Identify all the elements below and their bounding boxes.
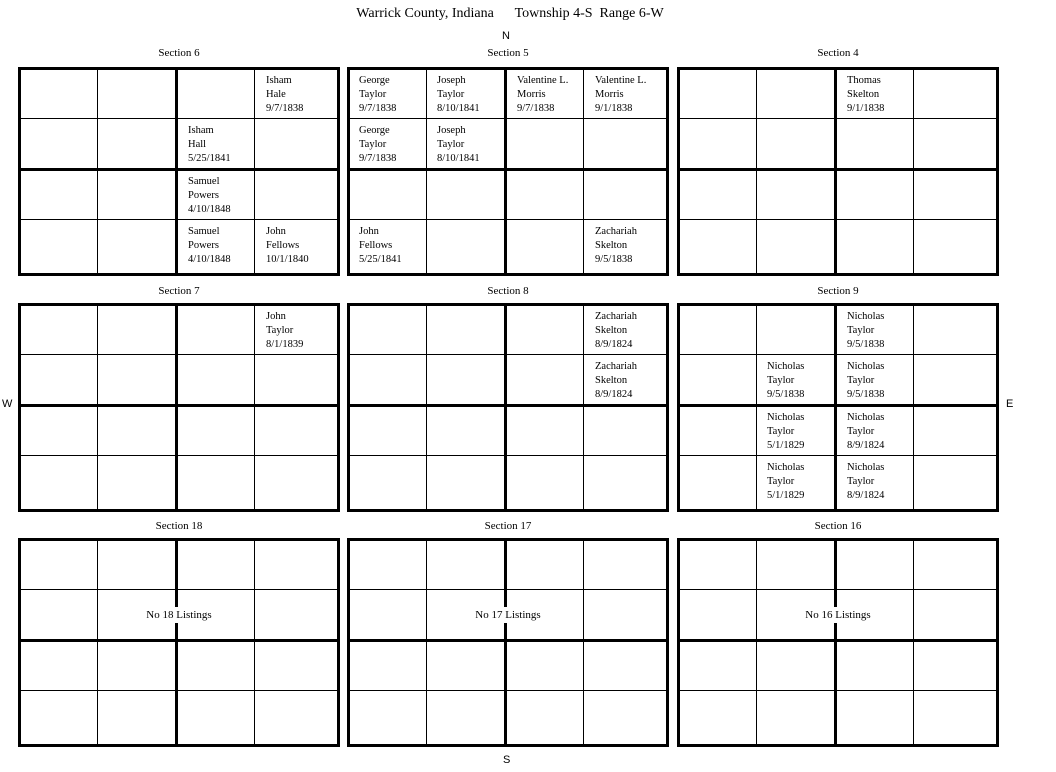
- no-listings-text: No 17 Listings: [471, 607, 544, 623]
- entry-date: 10/1/1840: [266, 254, 309, 265]
- entry-surname: Morris: [517, 89, 546, 100]
- entry-surname: Hall: [188, 139, 207, 150]
- section-16-label: Section 16: [814, 520, 862, 532]
- quarter-line-horizontal: [21, 354, 337, 355]
- quarter-line-horizontal: [680, 219, 996, 220]
- quarter-line-horizontal: [350, 118, 666, 119]
- entry-date: 9/5/1838: [767, 389, 805, 400]
- land-entry: [847, 74, 884, 116]
- quarter-line-horizontal: [680, 118, 996, 119]
- entry-surname: Taylor: [266, 325, 294, 336]
- quarter-line-horizontal: [350, 589, 666, 590]
- section-16-grid: [677, 538, 999, 747]
- quarter-line-vertical: [426, 306, 427, 509]
- quarter-line-horizontal: [21, 219, 337, 220]
- entry-surname: Taylor: [847, 426, 875, 437]
- quarter-line-vertical: [913, 70, 914, 273]
- land-entry: [266, 225, 309, 267]
- entry-date: 9/7/1838: [359, 103, 397, 114]
- section-4-grid: [677, 67, 999, 276]
- entry-given-name: Samuel: [188, 226, 220, 237]
- quarter-line-vertical: [583, 306, 584, 509]
- entry-surname: Skelton: [847, 89, 880, 100]
- entry-surname: Taylor: [359, 89, 387, 100]
- land-entry: [595, 225, 637, 267]
- entry-date: 8/9/1824: [595, 339, 633, 350]
- quarter-line-vertical: [834, 306, 837, 509]
- quarter-line-horizontal: [350, 354, 666, 355]
- compass-north: N: [502, 30, 510, 42]
- entry-date: 5/1/1829: [767, 440, 805, 451]
- entry-date: 8/10/1841: [437, 153, 480, 164]
- entry-given-name: Nicholas: [847, 412, 885, 423]
- entry-date: 5/25/1841: [188, 153, 231, 164]
- entry-surname: Taylor: [767, 476, 795, 487]
- entry-date: 9/1/1838: [847, 103, 885, 114]
- quarter-line-vertical: [254, 306, 255, 509]
- entry-given-name: Valentine L.: [517, 75, 569, 86]
- section-8-label: Section 8: [487, 285, 529, 297]
- quarter-line-horizontal: [21, 118, 337, 119]
- entry-surname: Taylor: [847, 476, 875, 487]
- quarter-line-vertical: [583, 70, 584, 273]
- compass-east: E: [1006, 398, 1014, 410]
- entry-given-name: George: [359, 125, 390, 136]
- entry-surname: Morris: [595, 89, 624, 100]
- land-entry: [437, 74, 480, 116]
- compass-south: S: [503, 754, 511, 766]
- quarter-line-horizontal: [350, 404, 666, 407]
- entry-surname: Skelton: [595, 325, 628, 336]
- land-entry: [266, 74, 303, 116]
- quarter-line-vertical: [426, 541, 427, 744]
- entry-given-name: Nicholas: [767, 412, 805, 423]
- land-entry: [847, 360, 884, 402]
- entry-date: 8/9/1824: [847, 490, 885, 501]
- map-title: Warrick County, Indiana Township 4-S Range 6-W: [356, 6, 664, 21]
- entry-surname: Powers: [188, 190, 219, 201]
- entry-surname: Taylor: [437, 89, 465, 100]
- quarter-line-horizontal: [21, 690, 337, 691]
- entry-surname: Powers: [188, 240, 219, 251]
- entry-given-name: Nicholas: [847, 311, 885, 322]
- quarter-line-vertical: [175, 306, 178, 509]
- entry-given-name: George: [359, 75, 390, 86]
- section-17-grid: [347, 538, 669, 747]
- entry-surname: Taylor: [847, 325, 875, 336]
- section-6-label: Section 6: [158, 47, 200, 59]
- entry-given-name: John: [359, 226, 379, 237]
- entry-surname: Skelton: [595, 375, 628, 386]
- quarter-line-horizontal: [350, 690, 666, 691]
- quarter-line-vertical: [504, 70, 507, 273]
- entry-date: 9/7/1838: [266, 103, 304, 114]
- entry-surname: Fellows: [359, 240, 393, 251]
- land-entry: [266, 310, 303, 352]
- entry-date: 8/10/1841: [437, 103, 480, 114]
- section-18-label: Section 18: [155, 520, 203, 532]
- entry-date: 9/5/1838: [595, 254, 633, 265]
- land-entry: [359, 124, 396, 166]
- land-entry: [847, 310, 884, 352]
- quarter-line-horizontal: [21, 404, 337, 407]
- land-entry: [188, 175, 231, 217]
- quarter-line-horizontal: [680, 404, 996, 407]
- quarter-line-vertical: [504, 306, 507, 509]
- section-4-label: Section 4: [817, 47, 859, 59]
- entry-given-name: Isham: [188, 125, 214, 136]
- quarter-line-horizontal: [680, 690, 996, 691]
- quarter-line-vertical: [913, 306, 914, 509]
- entry-given-name: Nicholas: [767, 361, 805, 372]
- quarter-line-horizontal: [680, 589, 996, 590]
- quarter-line-vertical: [426, 70, 427, 273]
- no-listings-text: No 16 Listings: [801, 607, 874, 623]
- quarter-line-horizontal: [21, 589, 337, 590]
- land-entry: [359, 74, 396, 116]
- entry-given-name: Isham: [266, 75, 292, 86]
- land-entry: [847, 411, 884, 453]
- quarter-line-horizontal: [21, 168, 337, 171]
- quarter-line-horizontal: [350, 455, 666, 456]
- land-entry: [188, 124, 231, 166]
- entry-given-name: Zachariah: [595, 311, 637, 322]
- entry-given-name: Thomas: [847, 75, 881, 86]
- quarter-line-horizontal: [21, 639, 337, 642]
- quarter-line-horizontal: [680, 639, 996, 642]
- quarter-line-vertical: [504, 541, 507, 744]
- entry-given-name: Nicholas: [767, 462, 805, 473]
- entry-date: 8/9/1824: [847, 440, 885, 451]
- quarter-line-vertical: [175, 70, 178, 273]
- entry-given-name: John: [266, 226, 286, 237]
- land-entry: [188, 225, 231, 267]
- entry-surname: Taylor: [847, 375, 875, 386]
- section-18-grid: [18, 538, 340, 747]
- section-5-grid: [347, 67, 669, 276]
- quarter-line-vertical: [97, 541, 98, 744]
- section-7-label: Section 7: [158, 285, 200, 297]
- section-7-grid: [18, 303, 340, 512]
- quarter-line-vertical: [756, 70, 757, 273]
- entry-surname: Fellows: [266, 240, 300, 251]
- quarter-line-horizontal: [680, 455, 996, 456]
- land-entry: [847, 461, 884, 503]
- compass-west: W: [2, 398, 13, 410]
- section-6-grid: [18, 67, 340, 276]
- quarter-line-horizontal: [350, 639, 666, 642]
- quarter-line-horizontal: [350, 219, 666, 220]
- entry-given-name: Valentine L.: [595, 75, 647, 86]
- entry-surname: Taylor: [359, 139, 387, 150]
- quarter-line-vertical: [756, 541, 757, 744]
- quarter-line-vertical: [97, 306, 98, 509]
- land-entry: [437, 124, 480, 166]
- entry-surname: Taylor: [767, 426, 795, 437]
- section-9-label: Section 9: [817, 285, 859, 297]
- no-listings-note: [21, 605, 337, 623]
- entry-given-name: Joseph: [437, 75, 466, 86]
- quarter-line-horizontal: [680, 168, 996, 171]
- quarter-line-vertical: [834, 541, 837, 744]
- entry-given-name: Samuel: [188, 176, 220, 187]
- quarter-line-vertical: [254, 541, 255, 744]
- quarter-line-vertical: [756, 306, 757, 509]
- quarter-line-horizontal: [21, 455, 337, 456]
- quarter-line-vertical: [175, 541, 178, 744]
- entry-surname: Taylor: [767, 375, 795, 386]
- entry-date: 8/9/1824: [595, 389, 633, 400]
- quarter-line-vertical: [254, 70, 255, 273]
- land-entry: [595, 74, 646, 116]
- entry-given-name: Nicholas: [847, 462, 885, 473]
- entry-given-name: Zachariah: [595, 361, 637, 372]
- section-8-grid: [347, 303, 669, 512]
- entry-date: 9/7/1838: [359, 153, 397, 164]
- entry-given-name: Joseph: [437, 125, 466, 136]
- entry-surname: Hale: [266, 89, 286, 100]
- entry-date: 4/10/1848: [188, 254, 231, 265]
- entry-date: 9/1/1838: [595, 103, 633, 114]
- section-5-label: Section 5: [487, 47, 529, 59]
- quarter-line-vertical: [913, 541, 914, 744]
- land-entry: [595, 310, 637, 352]
- quarter-line-horizontal: [680, 354, 996, 355]
- land-entry: [767, 461, 804, 503]
- no-listings-text: No 18 Listings: [142, 607, 215, 623]
- section-9-grid: [677, 303, 999, 512]
- land-entry: [595, 360, 637, 402]
- entry-surname: Taylor: [437, 139, 465, 150]
- entry-date: 5/25/1841: [359, 254, 402, 265]
- quarter-line-vertical: [97, 70, 98, 273]
- entry-date: 8/1/1839: [266, 339, 304, 350]
- land-entry: [359, 225, 402, 267]
- entry-surname: Skelton: [595, 240, 628, 251]
- quarter-line-horizontal: [350, 168, 666, 171]
- entry-date: 9/5/1838: [847, 389, 885, 400]
- entry-date: 9/7/1838: [517, 103, 555, 114]
- entry-date: 5/1/1829: [767, 490, 805, 501]
- entry-given-name: Zachariah: [595, 226, 637, 237]
- quarter-line-vertical: [583, 541, 584, 744]
- land-entry: [517, 74, 568, 116]
- entry-date: 4/10/1848: [188, 204, 231, 215]
- entry-date: 9/5/1838: [847, 339, 885, 350]
- land-entry: [767, 360, 804, 402]
- section-17-label: Section 17: [484, 520, 532, 532]
- entry-given-name: John: [266, 311, 286, 322]
- land-entry: [767, 411, 804, 453]
- entry-given-name: Nicholas: [847, 361, 885, 372]
- no-listings-note: [350, 605, 666, 623]
- no-listings-note: [680, 605, 996, 623]
- quarter-line-vertical: [834, 70, 837, 273]
